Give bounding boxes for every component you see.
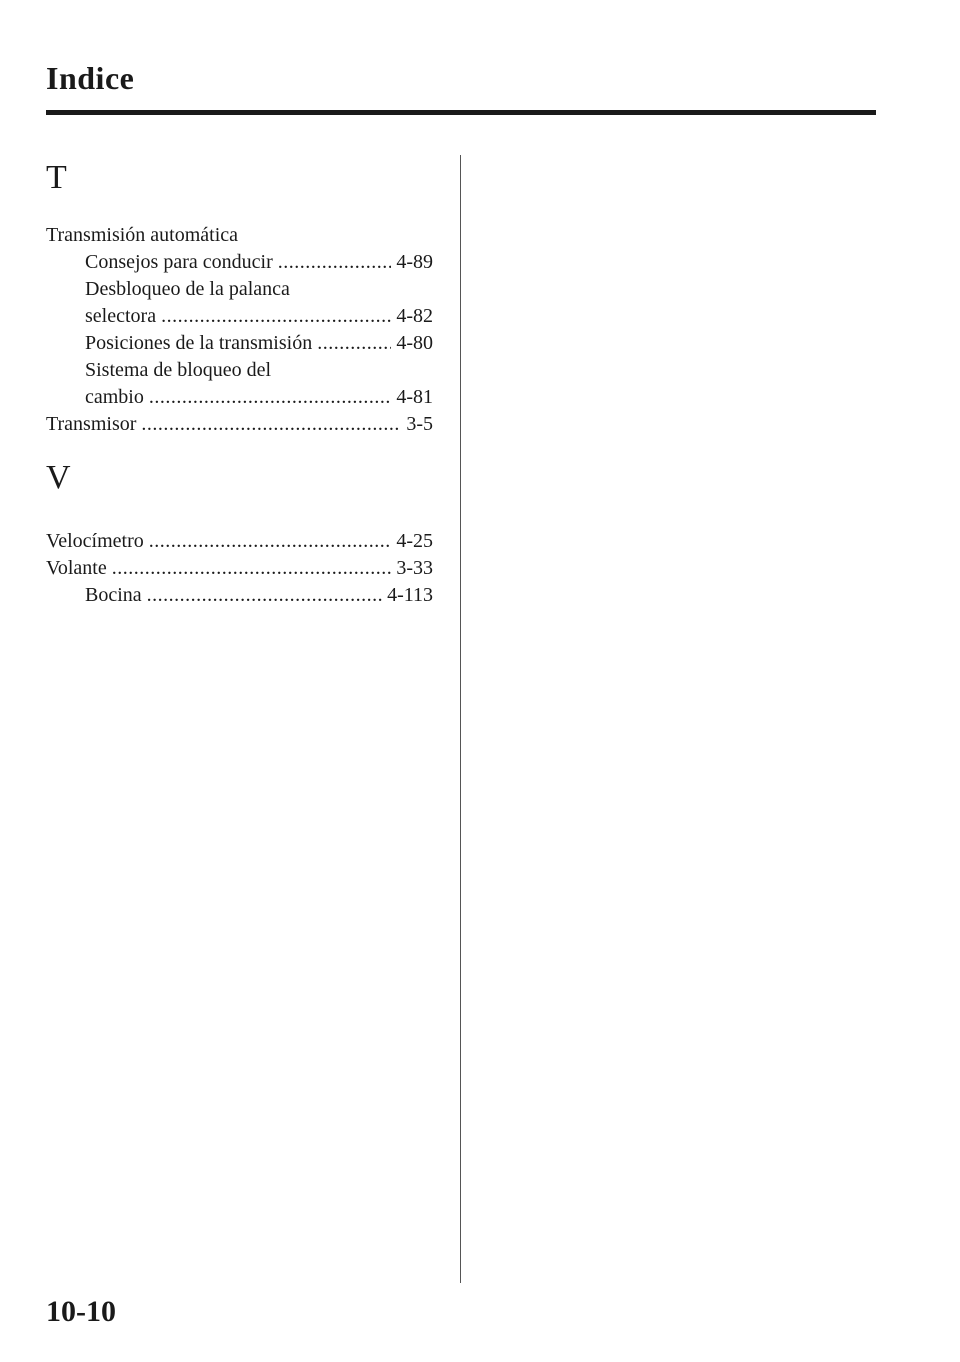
index-entry <box>46 528 433 555</box>
entry-page: 4-25 <box>396 530 433 552</box>
header-rule <box>46 110 876 115</box>
index-subentry <box>46 384 433 411</box>
dot-leader <box>112 555 392 582</box>
dot-leader <box>149 384 391 411</box>
dot-leader <box>161 303 391 330</box>
entry-term: Desbloqueo de la palanca <box>85 278 290 300</box>
entry-term: Transmisión automática <box>46 224 239 246</box>
section-letter: V <box>46 459 71 496</box>
index-section-v <box>46 458 433 609</box>
index-section-t <box>46 158 433 438</box>
index-subentry <box>46 303 433 330</box>
column-divider <box>460 155 461 1283</box>
index-entry <box>46 555 433 582</box>
dot-leader <box>147 582 382 609</box>
dot-leader <box>278 249 392 276</box>
entry-term: Transmisor <box>46 413 137 435</box>
entry-term: Consejos para conducir <box>85 251 273 273</box>
index-entry <box>46 222 433 249</box>
page-number: 10-10 <box>46 1295 116 1328</box>
index-subentry <box>46 582 433 609</box>
entry-page: 3-33 <box>396 557 433 579</box>
entry-term: Bocina <box>85 584 142 606</box>
entry-page: 3-5 <box>406 413 433 435</box>
dot-leader <box>149 528 392 555</box>
index-subentry <box>46 249 433 276</box>
entry-term: Velocímetro <box>46 530 144 552</box>
entry-term: cambio <box>85 386 144 408</box>
entry-page: 4-89 <box>396 251 433 273</box>
index-entry <box>46 411 433 438</box>
dot-leader <box>317 330 391 357</box>
index-subentry <box>46 357 433 384</box>
entry-term: selectora <box>85 305 157 327</box>
page-title: Indice <box>46 60 135 96</box>
entry-page: 4-81 <box>396 386 433 408</box>
index-subentry <box>46 330 433 357</box>
entry-term: Sistema de bloqueo del <box>85 359 272 381</box>
entry-page: 4-82 <box>396 305 433 327</box>
section-letter: T <box>46 159 67 196</box>
index-subentry <box>46 276 433 303</box>
entry-page: 4-113 <box>387 584 433 606</box>
entry-term: Volante <box>46 557 107 579</box>
entry-term: Posiciones de la transmisión <box>85 332 313 354</box>
index-column-left <box>46 158 433 609</box>
dot-leader <box>141 411 401 438</box>
entry-page: 4-80 <box>396 332 433 354</box>
